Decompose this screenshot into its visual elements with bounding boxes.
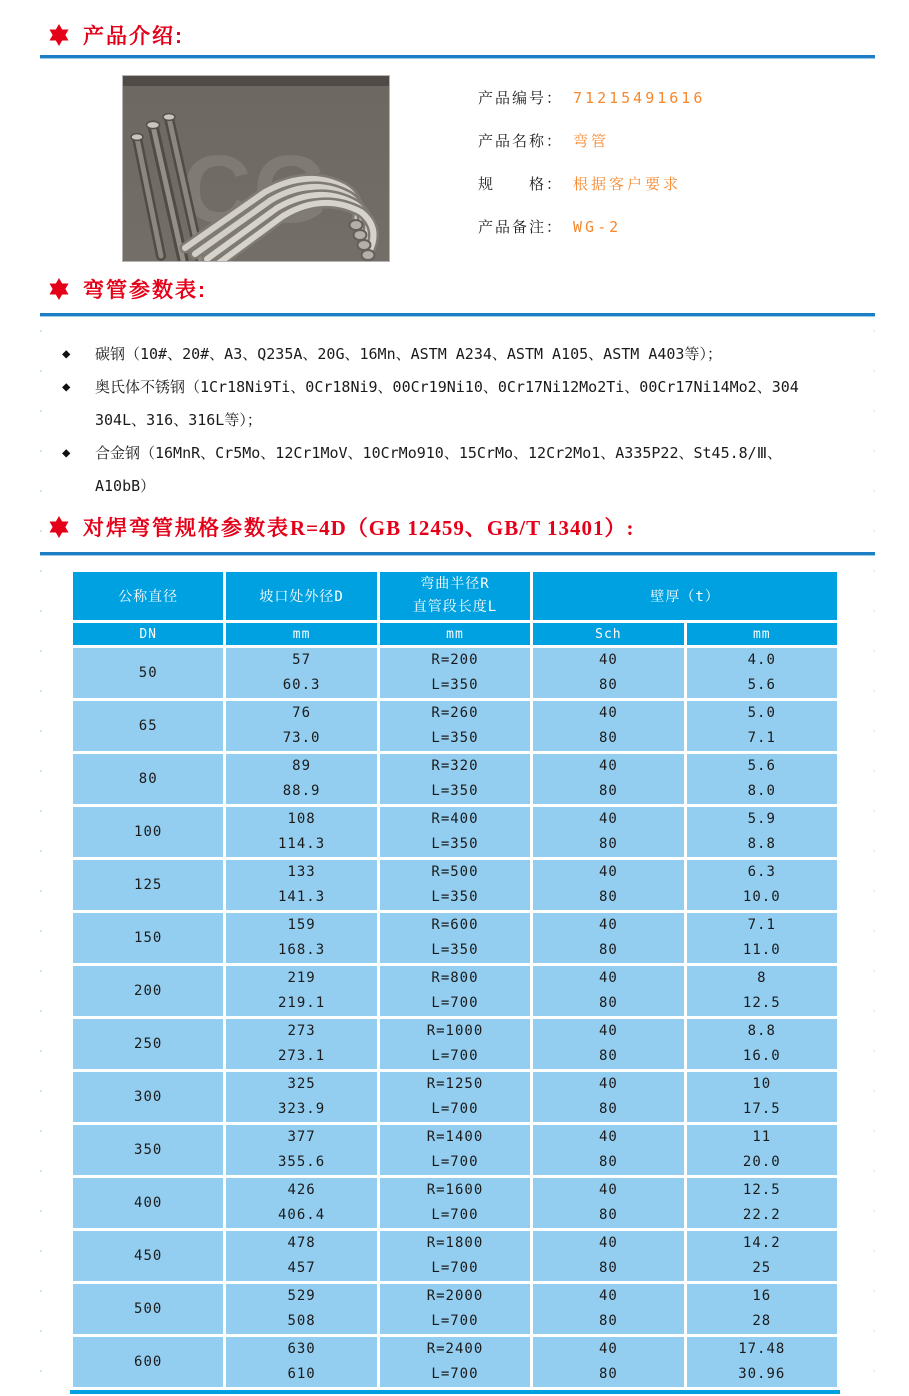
cell-line: 80 xyxy=(598,1101,618,1117)
cell-line: R=320 xyxy=(431,758,479,774)
cell-thickness xyxy=(687,1125,837,1175)
right-dotted-guide xyxy=(873,330,875,1390)
cell-line: 12.5 xyxy=(742,1182,781,1198)
cell-sch xyxy=(533,913,683,963)
cell-line: 30.96 xyxy=(738,1366,786,1382)
cell-thickness xyxy=(687,1072,837,1122)
cell-line: 40 xyxy=(598,1023,618,1039)
cell-line: 22.2 xyxy=(742,1207,781,1223)
cell-dn: 100 xyxy=(73,807,223,857)
cell-sch xyxy=(533,1072,683,1122)
cell-line: R=800 xyxy=(431,970,479,986)
cell-thickness xyxy=(687,1337,837,1387)
cell-line: 40 xyxy=(598,917,618,933)
diamond-bullet-icon: ◆ xyxy=(62,379,71,395)
table-row-dn-50 xyxy=(73,648,837,698)
cell-line: 6.3 xyxy=(747,864,776,880)
cell-radius-length xyxy=(380,1231,530,1281)
bent-pipes-illustration xyxy=(123,76,390,262)
cell-radius-length xyxy=(380,754,530,804)
cell-line: 4.0 xyxy=(747,652,776,668)
cell-line: 40 xyxy=(598,1341,618,1357)
cell-line: 17.48 xyxy=(738,1341,786,1357)
cell-line: 8.8 xyxy=(747,1023,776,1039)
cell-line: R=2400 xyxy=(426,1341,484,1357)
cell-line: 80 xyxy=(598,1366,618,1382)
cell-line: L=700 xyxy=(431,1154,479,1170)
cell-line: 16 xyxy=(752,1288,772,1304)
cell-line: 60.3 xyxy=(282,677,321,693)
six-pointed-star-icon xyxy=(48,277,70,301)
cell-line: R=260 xyxy=(431,705,479,721)
cell-line: 7.1 xyxy=(747,730,776,746)
cell-line: 141.3 xyxy=(278,889,326,905)
section-header-product-intro xyxy=(48,20,184,50)
section-header-parameters xyxy=(48,274,207,304)
table-row-dn-250 xyxy=(73,1019,837,1069)
cell-line: 40 xyxy=(598,652,618,668)
bullet-line: A10bB） xyxy=(95,477,156,495)
header-row-units xyxy=(73,623,837,645)
cell-line: 40 xyxy=(598,705,618,721)
cell-radius-length xyxy=(380,1337,530,1387)
table-row-dn-65 xyxy=(73,701,837,751)
cell-radius-length xyxy=(380,966,530,1016)
bullet-line: 奥氏体不锈钢（1Cr18Ni9Ti、0Cr18Ni9、00Cr19Ni10、0Cr17Ni12Mo2Ti、00Cr17Ni14Mo2、304 xyxy=(95,378,799,396)
cell-dn: 80 xyxy=(73,754,223,804)
field-value: WG-2 xyxy=(573,217,622,236)
cell-sch xyxy=(533,1231,683,1281)
cell-line: 478 xyxy=(287,1235,316,1251)
cell-line: L=700 xyxy=(431,1207,479,1223)
cell-radius-length xyxy=(380,701,530,751)
cell-line: 355.6 xyxy=(278,1154,326,1170)
section-title: 产品介绍: xyxy=(83,25,184,48)
cell-line: 80 xyxy=(598,1154,618,1170)
cell-line: 40 xyxy=(598,1076,618,1092)
cell-outer-diameter xyxy=(226,754,376,804)
cell-thickness xyxy=(687,754,837,804)
bullet-item-stainless-steel xyxy=(62,371,872,437)
cell-line: 40 xyxy=(598,1129,618,1145)
cell-line: 219.1 xyxy=(278,995,326,1011)
table-row-dn-150 xyxy=(73,913,837,963)
left-dotted-guide xyxy=(40,330,42,1390)
cell-line: 273.1 xyxy=(278,1048,326,1064)
spec-table xyxy=(70,569,840,1390)
cell-line: 17.5 xyxy=(742,1101,781,1117)
cell-dn: 600 xyxy=(73,1337,223,1387)
cell-line: 630 xyxy=(287,1341,316,1357)
cell-line: 529 xyxy=(287,1288,316,1304)
field-value: 弯管 xyxy=(573,132,610,150)
cell-thickness xyxy=(687,701,837,751)
cell-line: R=200 xyxy=(431,652,479,668)
cell-outer-diameter xyxy=(226,807,376,857)
table-row-dn-450 xyxy=(73,1231,837,1281)
cell-sch xyxy=(533,754,683,804)
cell-line: 10.0 xyxy=(742,889,781,905)
cell-radius-length xyxy=(380,807,530,857)
cell-line: 73.0 xyxy=(282,730,321,746)
cell-line: 5.6 xyxy=(747,758,776,774)
bullet-line: 304L、316、316L等）； xyxy=(95,411,262,429)
cell-radius-length xyxy=(380,1125,530,1175)
cell-line: L=350 xyxy=(431,677,479,693)
cell-thickness xyxy=(687,1231,837,1281)
cell-line: L=350 xyxy=(431,889,479,905)
cell-line: 133 xyxy=(287,864,316,880)
cell-line: 323.9 xyxy=(278,1101,326,1117)
cell-line: 508 xyxy=(287,1313,316,1329)
cell-sch xyxy=(533,1178,683,1228)
cell-line: L=350 xyxy=(431,783,479,799)
cell-line: 325 xyxy=(287,1076,316,1092)
diamond-bullet-icon: ◆ xyxy=(62,346,71,362)
section-divider-line xyxy=(40,55,875,59)
product-field-name xyxy=(478,119,705,162)
cell-outer-diameter xyxy=(226,860,376,910)
cell-dn: 50 xyxy=(73,648,223,698)
cell-line: 40 xyxy=(598,811,618,827)
col-header-outer-diameter: 坡口处外径D xyxy=(226,572,376,620)
cell-line: L=350 xyxy=(431,836,479,852)
cell-sch xyxy=(533,807,683,857)
section-divider-line xyxy=(40,552,875,556)
cell-line: 28 xyxy=(752,1313,772,1329)
cell-line: L=700 xyxy=(431,1366,479,1382)
cell-line: L=350 xyxy=(431,730,479,746)
cell-outer-diameter xyxy=(226,1284,376,1334)
field-value: 根据客户要求 xyxy=(573,175,682,193)
cell-line: R=1400 xyxy=(426,1129,484,1145)
section-title xyxy=(83,512,634,542)
product-photo xyxy=(122,75,390,262)
cell-line: 40 xyxy=(598,1288,618,1304)
cell-dn: 350 xyxy=(73,1125,223,1175)
cell-line: 40 xyxy=(598,970,618,986)
section-title-suffix: R=4D（GB 12459、GB/T 13401）: xyxy=(290,516,635,540)
cell-thickness xyxy=(687,1019,837,1069)
cell-line: 76 xyxy=(292,705,312,721)
photo-watermark: CG xyxy=(182,136,330,243)
cell-line: L=350 xyxy=(431,942,479,958)
product-field-spec xyxy=(478,162,705,205)
cell-sch xyxy=(533,1337,683,1387)
cell-radius-length xyxy=(380,1284,530,1334)
cell-outer-diameter xyxy=(226,701,376,751)
cell-line: 14.2 xyxy=(742,1235,781,1251)
field-label: 产品名称： xyxy=(478,133,564,150)
cell-line: 80 xyxy=(598,942,618,958)
field-value: 71215491616 xyxy=(573,88,706,107)
cell-outer-diameter xyxy=(226,1337,376,1387)
table-row-dn-350 xyxy=(73,1125,837,1175)
cell-radius-length xyxy=(380,1072,530,1122)
cell-sch xyxy=(533,648,683,698)
cell-outer-diameter xyxy=(226,1019,376,1069)
cell-thickness xyxy=(687,913,837,963)
six-pointed-star-icon xyxy=(48,23,70,47)
cell-dn: 200 xyxy=(73,966,223,1016)
product-info xyxy=(478,76,705,248)
table-row-dn-400 xyxy=(73,1178,837,1228)
cell-dn: 450 xyxy=(73,1231,223,1281)
cell-line: 57 xyxy=(292,652,312,668)
cell-thickness xyxy=(687,1284,837,1334)
cell-line: 20.0 xyxy=(742,1154,781,1170)
cell-line: 80 xyxy=(598,889,618,905)
cell-dn: 400 xyxy=(73,1178,223,1228)
cell-radius-length xyxy=(380,1178,530,1228)
section-title-cn: 对焊弯管规格参数表 xyxy=(83,517,290,540)
cell-sch xyxy=(533,1284,683,1334)
cell-line: 80 xyxy=(598,836,618,852)
cell-outer-diameter xyxy=(226,1231,376,1281)
spec-table-head xyxy=(73,572,837,645)
diamond-bullet-icon: ◆ xyxy=(62,445,71,461)
cell-outer-diameter xyxy=(226,1178,376,1228)
bullet-line: 碳钢（10#、20#、A3、Q235A、20G、16Mn、ASTM A234、ASTM A105、ASTM A403等）； xyxy=(95,345,722,363)
section-title: 弯管参数表: xyxy=(83,279,207,302)
cell-dn: 300 xyxy=(73,1072,223,1122)
unit-t-mm: mm xyxy=(687,623,837,645)
cell-dn: 500 xyxy=(73,1284,223,1334)
cell-line: R=1800 xyxy=(426,1235,484,1251)
col-header-straight-length: 直管段长度L xyxy=(412,599,498,615)
table-row-dn-100 xyxy=(73,807,837,857)
cell-line: 80 xyxy=(598,1260,618,1276)
cell-line: R=600 xyxy=(431,917,479,933)
cell-dn: 65 xyxy=(73,701,223,751)
col-header-radius: 弯曲半径R xyxy=(420,576,490,592)
col-header-radius-length xyxy=(380,572,530,620)
unit-sch: Sch xyxy=(533,623,683,645)
cell-line: R=500 xyxy=(431,864,479,880)
cell-sch xyxy=(533,966,683,1016)
cell-line: L=700 xyxy=(431,1101,479,1117)
cell-line: 80 xyxy=(598,1048,618,1064)
cell-line: 8.0 xyxy=(747,783,776,799)
cell-thickness xyxy=(687,807,837,857)
cell-line: 610 xyxy=(287,1366,316,1382)
cell-line: 40 xyxy=(598,864,618,880)
cell-line: 273 xyxy=(287,1023,316,1039)
cell-outer-diameter xyxy=(226,648,376,698)
cell-line: 108 xyxy=(287,811,316,827)
six-pointed-star-icon xyxy=(48,515,70,539)
table-row-dn-600 xyxy=(73,1337,837,1387)
col-header-dn: 公称直径 xyxy=(73,572,223,620)
cell-line: L=700 xyxy=(431,1313,479,1329)
cell-thickness xyxy=(687,860,837,910)
field-label: 规 格： xyxy=(478,176,564,193)
cell-line: 80 xyxy=(598,730,618,746)
table-row-dn-200 xyxy=(73,966,837,1016)
unit-dn: DN xyxy=(73,623,223,645)
bullet-item-alloy-steel xyxy=(62,437,872,503)
cell-line: 10 xyxy=(752,1076,772,1092)
bullet-line: 合金钢（16MnR、Cr5Mo、12Cr1MoV、10CrMo910、15CrMo、12Cr2Mo1、A335P22、St45.8/Ⅲ、 xyxy=(95,444,783,462)
table-row-dn-500 xyxy=(73,1284,837,1334)
cell-line: R=2000 xyxy=(426,1288,484,1304)
cell-sch xyxy=(533,1019,683,1069)
cell-line: 5.9 xyxy=(747,811,776,827)
cell-line: 457 xyxy=(287,1260,316,1276)
cell-line: L=700 xyxy=(431,1260,479,1276)
material-bullet-list xyxy=(62,338,872,503)
cell-line: 8 xyxy=(757,970,767,986)
cell-sch xyxy=(533,860,683,910)
table-row-dn-300 xyxy=(73,1072,837,1122)
cell-thickness xyxy=(687,648,837,698)
cell-dn: 125 xyxy=(73,860,223,910)
cell-dn: 250 xyxy=(73,1019,223,1069)
cell-line: 40 xyxy=(598,758,618,774)
cell-line: 406.4 xyxy=(278,1207,326,1223)
cell-line: 40 xyxy=(598,1182,618,1198)
cell-line: 5.0 xyxy=(747,705,776,721)
cell-line: 12.5 xyxy=(742,995,781,1011)
table-row-dn-80 xyxy=(73,754,837,804)
cell-line: L=700 xyxy=(431,1048,479,1064)
cell-line: 80 xyxy=(598,783,618,799)
cell-line: 168.3 xyxy=(278,942,326,958)
cell-line: 80 xyxy=(598,1207,618,1223)
cell-thickness xyxy=(687,1178,837,1228)
cell-line: R=1600 xyxy=(426,1182,484,1198)
section-divider-line xyxy=(40,313,875,317)
cell-line: 80 xyxy=(598,995,618,1011)
cell-line: 89 xyxy=(292,758,312,774)
cell-line: 5.6 xyxy=(747,677,776,693)
cell-outer-diameter xyxy=(226,966,376,1016)
cell-sch xyxy=(533,701,683,751)
field-label: 产品备注： xyxy=(478,219,564,236)
product-field-remark xyxy=(478,205,705,248)
cell-line: L=700 xyxy=(431,995,479,1011)
cell-line: 11 xyxy=(752,1129,772,1145)
cell-line: R=400 xyxy=(431,811,479,827)
cell-line: R=1250 xyxy=(426,1076,484,1092)
section-header-spec-table xyxy=(48,512,634,542)
cell-line: 80 xyxy=(598,677,618,693)
cell-line: 114.3 xyxy=(278,836,326,852)
cell-line: R=1000 xyxy=(426,1023,484,1039)
cell-radius-length xyxy=(380,913,530,963)
field-label: 产品编号： xyxy=(478,90,564,107)
cell-line: 219 xyxy=(287,970,316,986)
cell-line: 40 xyxy=(598,1235,618,1251)
cell-radius-length xyxy=(380,860,530,910)
cell-outer-diameter xyxy=(226,1125,376,1175)
cell-thickness xyxy=(687,966,837,1016)
unit-r-mm: mm xyxy=(380,623,530,645)
col-header-wall-thickness: 壁厚（t） xyxy=(533,572,837,620)
cell-outer-diameter xyxy=(226,913,376,963)
cell-line: 8.8 xyxy=(747,836,776,852)
cell-line: 25 xyxy=(752,1260,772,1276)
spec-table-body xyxy=(73,648,837,1387)
cell-line: 80 xyxy=(598,1313,618,1329)
cell-sch xyxy=(533,1125,683,1175)
cell-line: 11.0 xyxy=(742,942,781,958)
product-field-code xyxy=(478,76,705,119)
header-row-titles xyxy=(73,572,837,620)
bullet-item-carbon-steel xyxy=(62,338,872,371)
table-row-dn-125 xyxy=(73,860,837,910)
cell-line: 7.1 xyxy=(747,917,776,933)
cell-line: 159 xyxy=(287,917,316,933)
cell-dn: 150 xyxy=(73,913,223,963)
cell-line: 16.0 xyxy=(742,1048,781,1064)
spec-table-container xyxy=(70,569,840,1394)
cell-line: 377 xyxy=(287,1129,316,1145)
unit-d-mm: mm xyxy=(226,623,376,645)
cell-line: 88.9 xyxy=(282,783,321,799)
cell-outer-diameter xyxy=(226,1072,376,1122)
cell-radius-length xyxy=(380,1019,530,1069)
cell-line: 426 xyxy=(287,1182,316,1198)
cell-radius-length xyxy=(380,648,530,698)
